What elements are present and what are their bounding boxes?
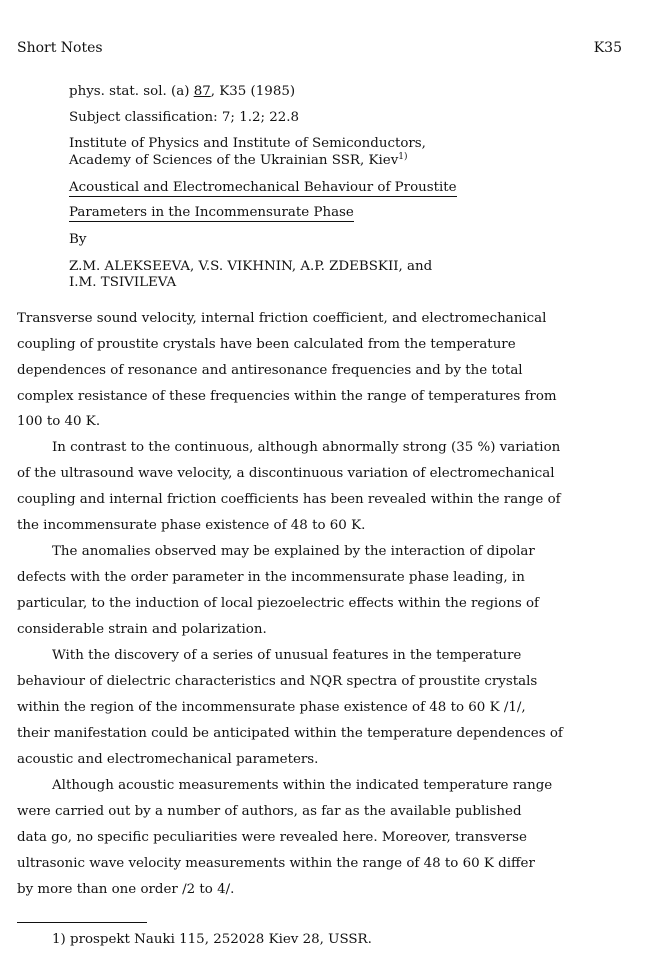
text-line: acoustic and electromechanical parameters. [17,752,319,767]
abstract-line: complex resistance of these frequencies within the range of temperatures from [17,389,557,404]
subject-classification: Subject classification: 7; 1.2; 22.8 [69,110,300,125]
article-title-line-2 [69,205,354,220]
affiliation-text: Academy of Sciences of the Ukrainian SSR, Kiev [69,153,399,168]
footnote-marker: 1) [398,152,408,162]
article-title-line-1 [69,180,457,195]
text-line: particular, to the induction of local piezoelectric effects within the regions of [17,596,540,611]
citation-prefix: phys. stat. sol. (a) [69,84,194,99]
paragraph-first-line: Although acoustic measurements within the indicated temperature range [52,778,553,793]
abstract-line: dependences of resonance and antiresonance frequencies and by the total [17,363,523,378]
paragraph-first-line: The anomalies observed may be explained by the interaction of dipolar [52,544,535,559]
text-line: of the ultrasound wave velocity, a discontinuous variation of electromechanical [17,466,555,481]
citation [69,84,295,99]
title-line-2-text: Parameters in the Incommensurate Phase [69,205,354,220]
byline-by: By [69,232,87,247]
text-line: behaviour of dielectric characteristics and NQR spectra of proustite crystals [17,674,538,689]
paragraph-first-line: With the discovery of a series of unusual features in the temperature [52,648,522,663]
text-line: were carried out by a number of authors, as far as the available published [17,804,522,819]
citation-suffix: , K35 (1985) [210,84,296,99]
authors-line-2: I.M. TSIVILEVA [69,275,177,290]
text-line: considerable strain and polarization. [17,622,267,637]
text-line: by more than one order /2 to 4/. [17,882,235,897]
abstract-line: coupling of proustite crystals have been calculated from the temperature [17,337,516,352]
text-line: ultrasonic wave velocity measurements within the range of 48 to 60 K differ [17,856,535,871]
text-line: data go, no specific peculiarities were revealed here. Moreover, transverse [17,830,527,845]
text-line: within the region of the incommensurate phase existence of 48 to 60 K /1/, [17,700,526,715]
footnote-text: 1) prospekt Nauki 115, 252028 Kiev 28, USSR. [52,932,372,947]
title-line-1-text: Acoustical and Electromechanical Behaviour of Proustite [69,180,457,195]
citation-volume: 87 [193,84,211,99]
running-header-page-id: K35 [593,40,622,56]
running-header-section: Short Notes [17,40,103,56]
authors-line-1: Z.M. ALEKSEEVA, V.S. VIKHNIN, A.P. ZDEBSKII, and [69,259,433,274]
text-line: their manifestation could be anticipated within the temperature dependences of [17,726,563,741]
abstract-line: 100 to 40 K. [17,414,101,429]
text-line: the incommensurate phase existence of 48 to 60 K. [17,518,366,533]
text-line: defects with the order parameter in the incommensurate phase leading, in [17,570,525,585]
footnote-divider [17,922,147,923]
text-line: coupling and internal friction coefficients has been revealed within the range of [17,492,561,507]
affiliation-line-1: Institute of Physics and Institute of Semiconductors, [69,136,426,151]
abstract-line: Transverse sound velocity, internal friction coefficient, and electromechanical [17,311,547,326]
paragraph-first-line: In contrast to the continuous, although abnormally strong (35 %) variation [52,440,561,455]
affiliation-line-2 [69,152,408,168]
